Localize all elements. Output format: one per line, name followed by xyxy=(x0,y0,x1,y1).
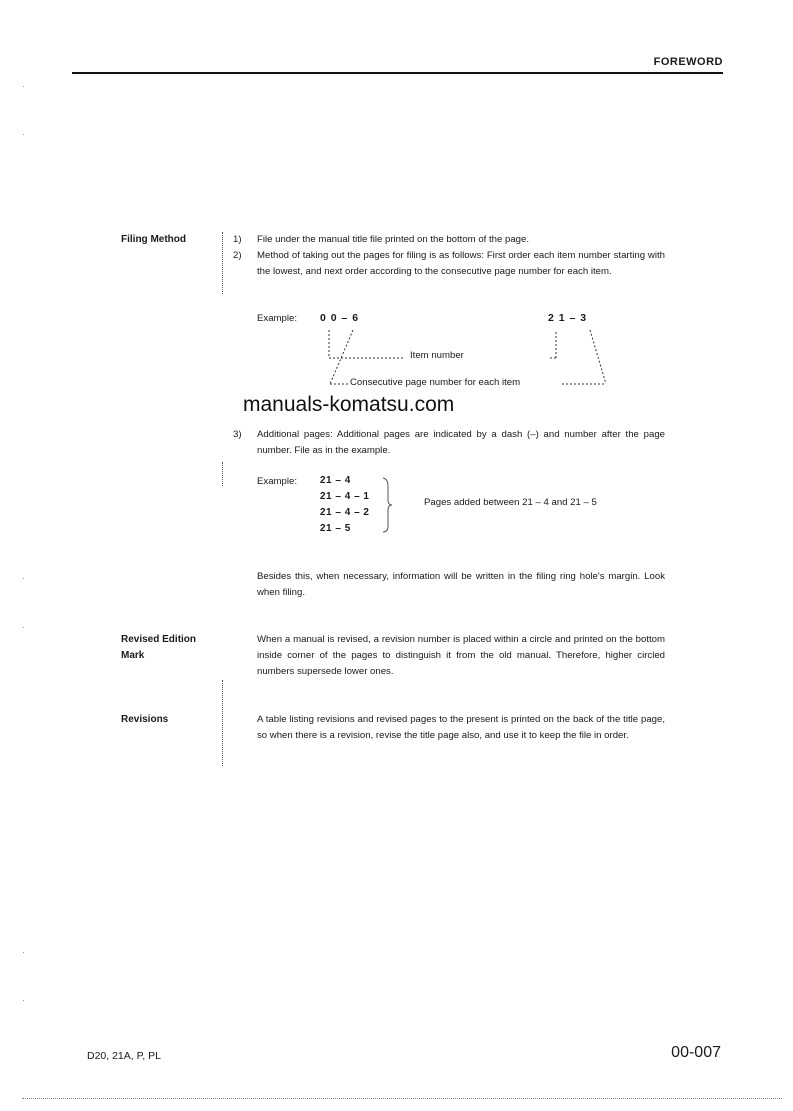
item-number: 2) xyxy=(233,250,242,261)
brace-icon xyxy=(380,476,394,534)
section-divider xyxy=(222,462,223,486)
example-note: Pages added between 21 – 4 and 21 – 5 xyxy=(424,497,597,508)
item-number: 1) xyxy=(233,234,242,245)
page-header-title: FOREWORD xyxy=(653,56,723,68)
example-label: Example: xyxy=(257,476,297,487)
scan-mark: · xyxy=(22,996,25,1005)
scan-mark: · xyxy=(22,130,25,139)
scan-mark: · xyxy=(22,574,25,583)
filing-method-label: Filing Method xyxy=(121,234,186,245)
example-line: 21 – 4 – 1 xyxy=(320,491,370,502)
revised-edition-label: Revised Edition xyxy=(121,634,197,645)
leader-line xyxy=(330,330,353,384)
footer-page-number: 00-007 xyxy=(671,1044,721,1061)
watermark-text: manuals-komatsu.com xyxy=(243,393,455,416)
besides-paragraph: Besides this, when necessary, information will be written in the filing ring hole's margin. Look when filing. xyxy=(257,571,665,598)
header-rule xyxy=(72,72,723,74)
bottom-rule xyxy=(22,1098,782,1099)
example-line: 21 – 4 – 2 xyxy=(320,507,370,518)
revised-edition-label-line2: Mark xyxy=(121,650,145,661)
example-line: 21 – 4 xyxy=(320,475,351,486)
consecutive-page-label: Consecutive page number for each item xyxy=(350,377,521,388)
filing-item-2: Method of taking out the pages for filing is as follows: First order each item number starting with the lowest, and next order according to the consecutive page number for each item. xyxy=(257,250,665,277)
example-code-a: 0 0 – 6 xyxy=(320,312,360,324)
section-divider xyxy=(222,232,223,294)
scan-mark: · xyxy=(22,623,25,632)
filing-item-1: File under the manual title file printed on the bottom of the page. xyxy=(257,234,529,245)
item-number: 3) xyxy=(233,429,242,440)
revisions-label: Revisions xyxy=(121,714,169,725)
scan-mark: · xyxy=(22,82,25,91)
revised-edition-text: When a manual is revised, a revision number is placed within a circle and printed on the bottom inside corner of the pages to distinguish it from the old manual. Therefore, higher circled numbers supersede lower ones. xyxy=(257,634,665,677)
revisions-text: A table listing revisions and revised pages to the present is printed on the back of the title page, so when there is a revision, revise the title page also, and use it to keep the file in order. xyxy=(257,714,665,741)
example-code-b: 2 1 – 3 xyxy=(548,312,588,324)
leader-line xyxy=(590,330,606,384)
example-line: 21 – 5 xyxy=(320,523,351,534)
example-label: Example: xyxy=(257,313,297,324)
footer-model: D20, 21A, P, PL xyxy=(87,1050,161,1062)
scan-mark: · xyxy=(22,948,25,957)
filing-item-3: Additional pages: Additional pages are indicated by a dash (–) and number after the page number. File as in the example. xyxy=(257,429,665,456)
item-number-label: Item number xyxy=(410,350,464,361)
section-divider xyxy=(222,680,223,766)
